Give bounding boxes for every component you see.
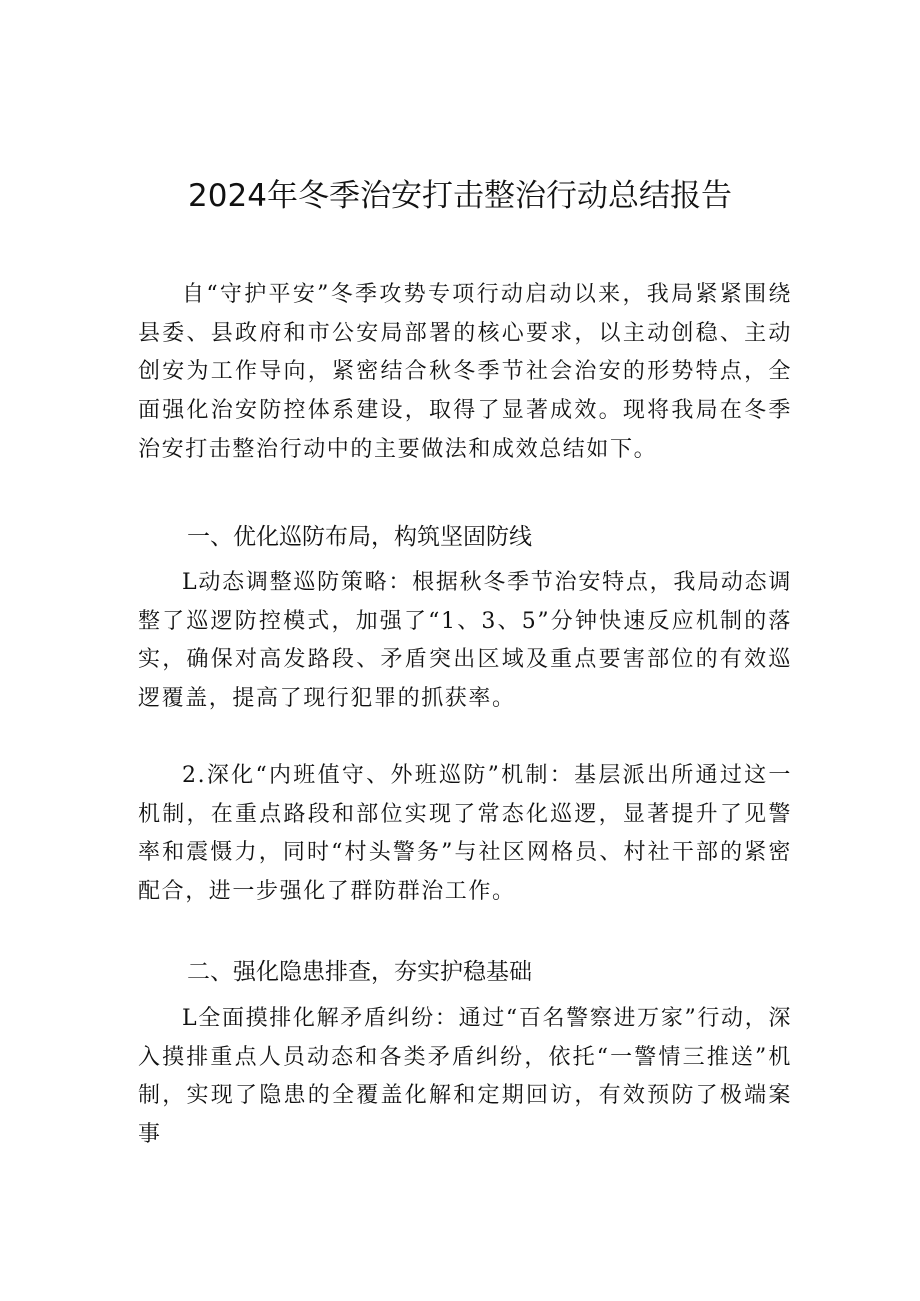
section-2-paragraph-1: L全面摸排化解矛盾纠纷：通过“百名警察进万家”行动，深入摸排重点人员动态和各类矛盾纠纷，依托“一警情三推送”机制，实现了隐患的全覆盖化解和定期回访，有效预防了极端案事 [138,1006,792,1148]
document-title: 2024年冬季治安打击整治行动总结报告 [188,178,732,214]
section-1-paragraph-2: 2.深化“内班值守、外班巡防”机制：基层派出所通过这一机制，在重点路段和部位实现了常态化巡逻，显著提升了见警率和震慑力，同时“村头警务”与社区网格员、村社干部的紧密配合，进一步强化了群防群治工作。 [138,763,792,905]
section-heading-2: 二、强化隐患排查，夯实护稳基础 [187,959,532,985]
section-1-paragraph-1: L动态调整巡防策略：根据秋冬季节治安特点，我局动态调整了巡逻防控模式，加强了“1、3、5”分钟快速反应机制的落实，确保对高发路段、矛盾突出区域及重点要害部位的有效巡逻覆盖，提高了现行犯罪的抓获率。 [138,570,792,712]
section-heading-1: 一、优化巡防布局，构筑坚固防线 [187,524,532,550]
intro-paragraph: 自“守护平安”冬季攻势专项行动启动以来，我局紧紧围绕县委、县政府和市公安局部署的核心要求，以主动创稳、主动创安为工作导向，紧密结合秋冬季节社会治安的形势特点，全面强化治安防控体系建设，取得了显著成效。现将我局在冬季治安打击整治行动中的主要做法和成效总结如下。 [138,282,792,462]
